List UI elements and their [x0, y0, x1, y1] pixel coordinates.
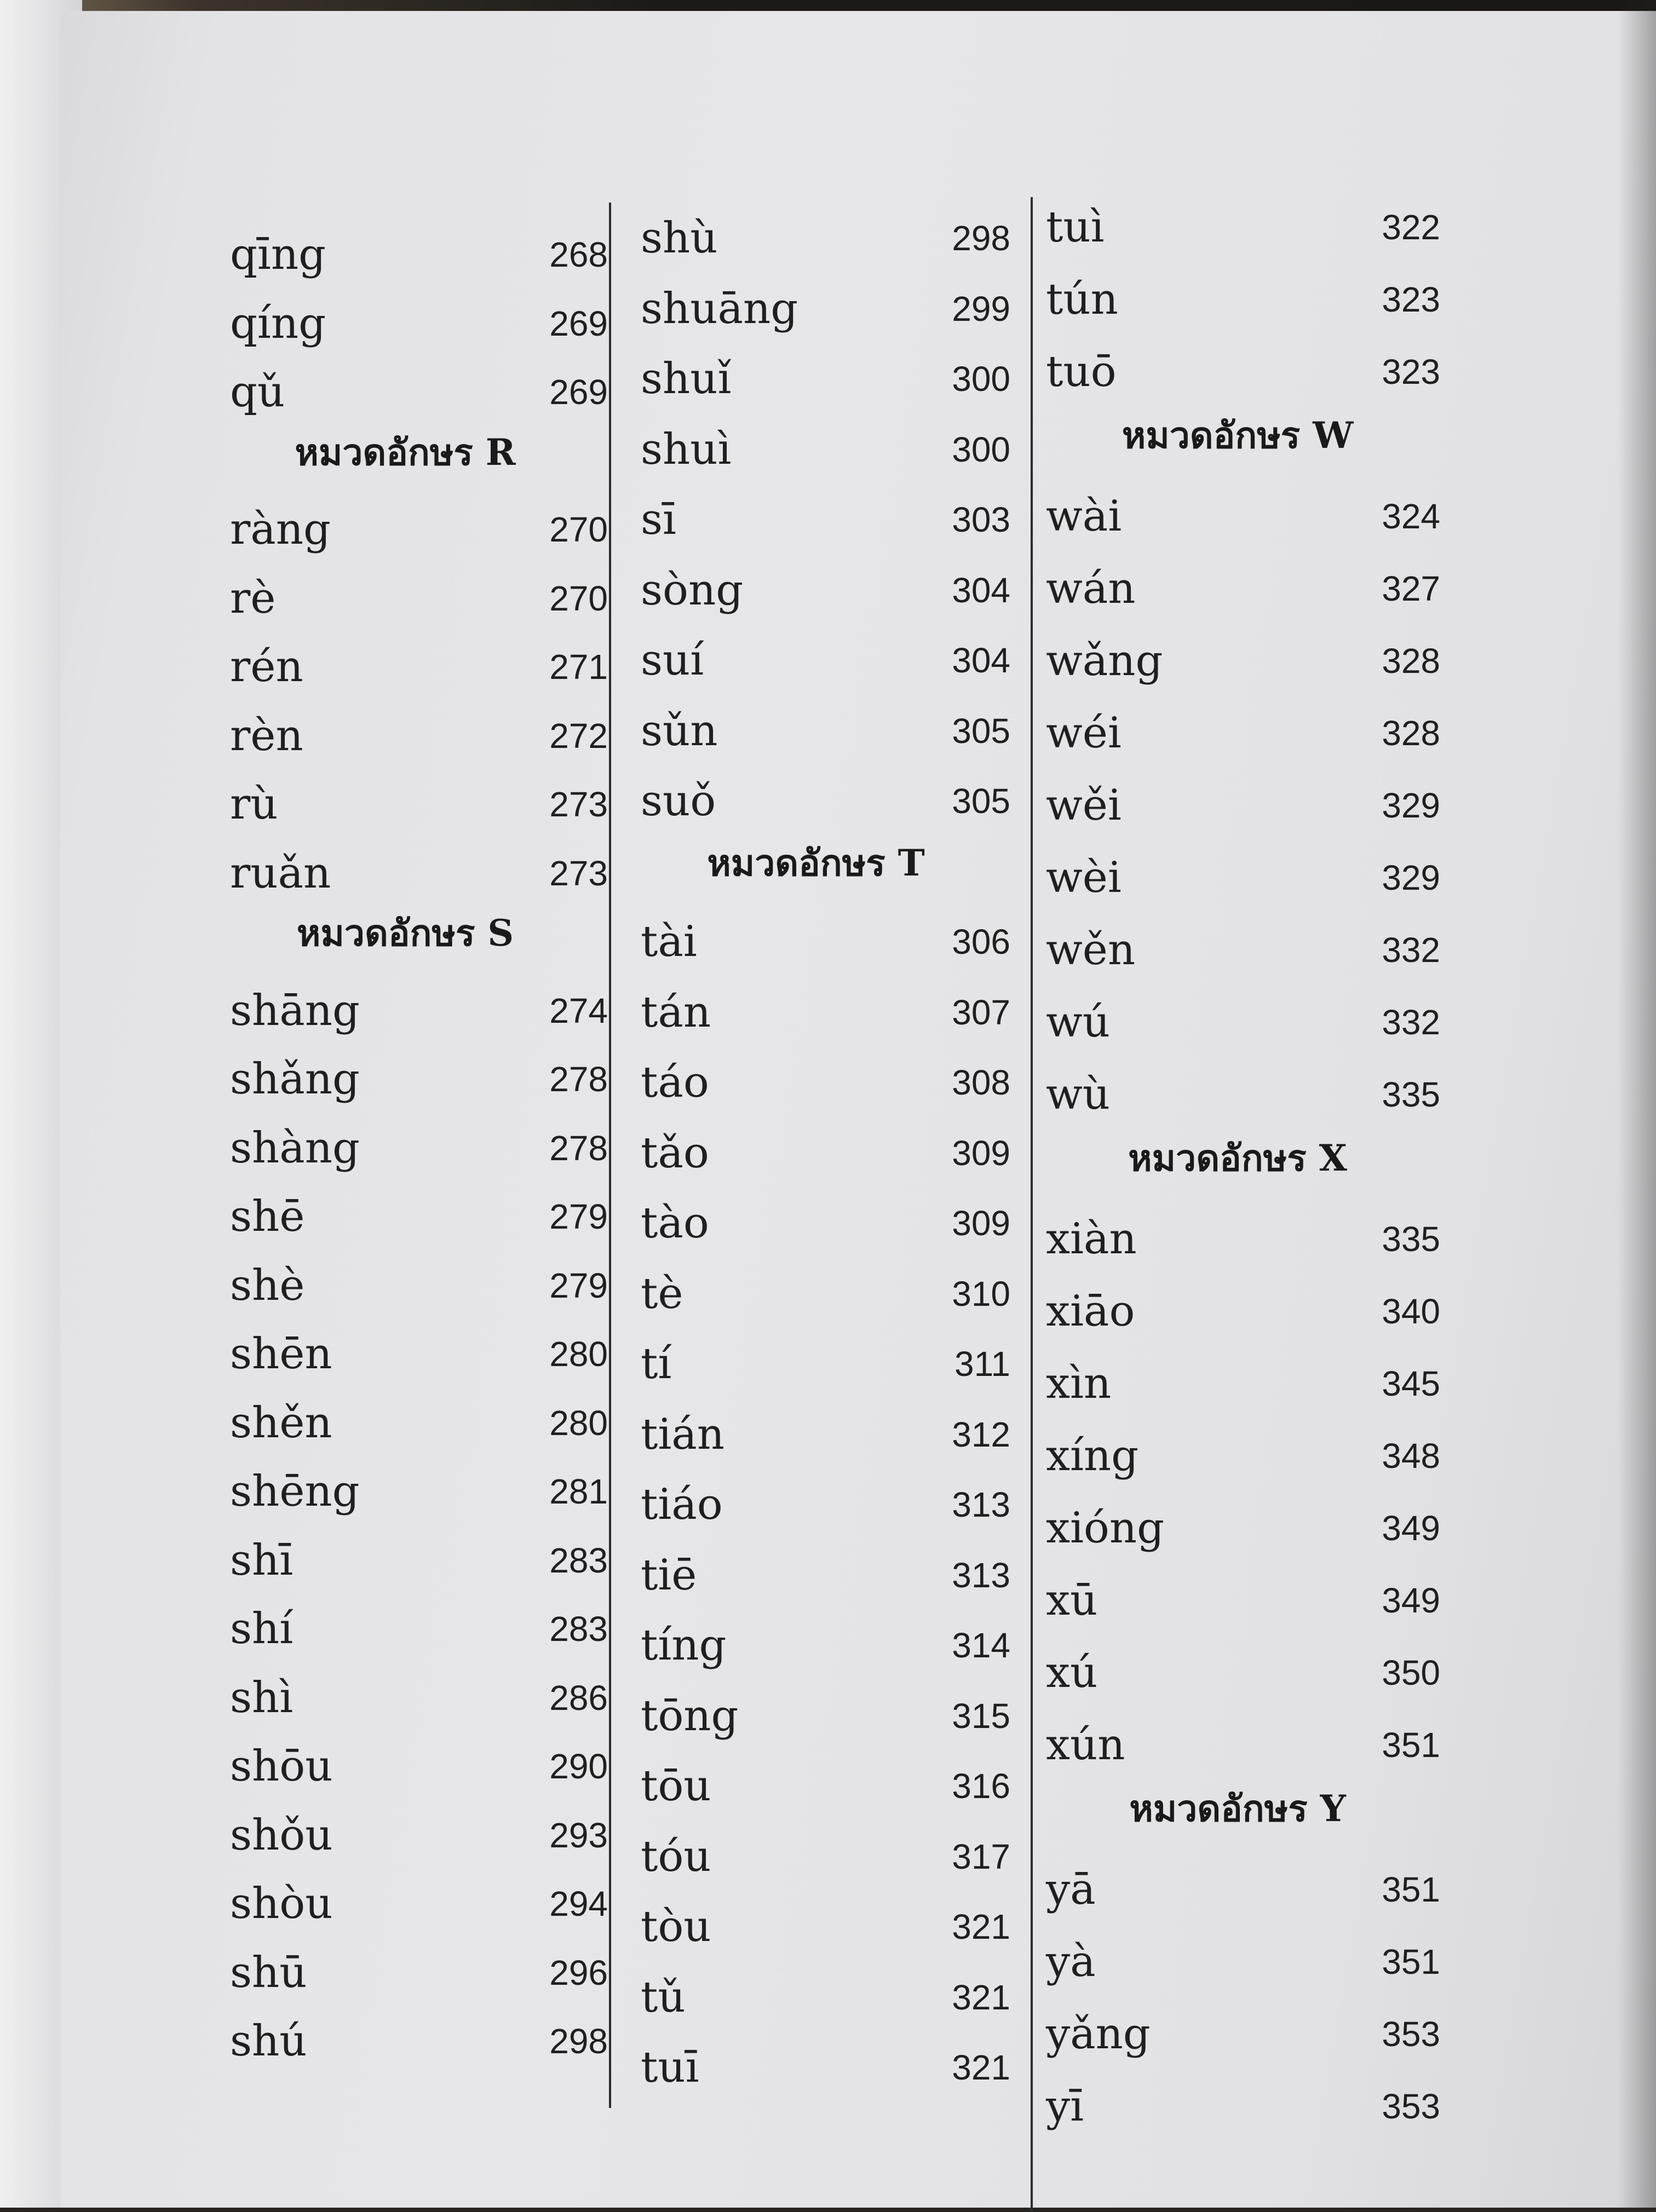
page-number: 278	[549, 1059, 608, 1099]
pinyin-word: rù	[230, 780, 278, 829]
index-entry	[613, 695, 1019, 756]
page-number: 294	[549, 1884, 608, 1923]
index-entry	[1030, 1276, 1446, 1336]
pinyin-word: yà	[1046, 1937, 1096, 1986]
index-entry	[197, 631, 613, 692]
page-number: 305	[952, 781, 1010, 821]
index-entry	[1030, 481, 1446, 541]
page-number: 314	[952, 1626, 1010, 1665]
page-number: 313	[952, 1485, 1010, 1524]
section-header	[1030, 408, 1446, 469]
page-number: 351	[1382, 1870, 1440, 1909]
pinyin-word: shù	[641, 214, 718, 263]
page-number: 335	[1382, 1075, 1440, 1114]
index-entry	[197, 1937, 613, 1997]
page-number: 335	[1382, 1219, 1440, 1259]
index-entry	[613, 1469, 1019, 1529]
page-number: 283	[549, 1609, 608, 1649]
pinyin-word: shuǐ	[641, 354, 732, 404]
pinyin-word: qīng	[230, 230, 326, 279]
section-header-label: หมวดอักษร R	[295, 430, 516, 474]
pinyin-word: suǒ	[641, 776, 716, 826]
index-entry	[613, 1047, 1019, 1107]
page-number: 300	[952, 359, 1010, 399]
index-entry	[613, 343, 1019, 404]
index-entry	[197, 1044, 613, 1104]
index-entry	[197, 356, 613, 417]
page-number: 286	[549, 1678, 608, 1718]
page-number: 269	[549, 372, 608, 412]
index-entry	[197, 494, 613, 554]
index-entry	[197, 1387, 613, 1448]
index-entry	[1030, 1059, 1446, 1119]
pinyin-word: shēng	[230, 1467, 360, 1516]
index-entry	[197, 219, 613, 279]
pinyin-word: sòng	[641, 565, 744, 615]
page-number: 321	[952, 1907, 1010, 1946]
pinyin-word: tǔ	[641, 1972, 686, 2022]
index-entry	[1030, 336, 1446, 396]
page-number: 313	[952, 1555, 1010, 1595]
pinyin-word: yā	[1046, 1865, 1096, 1914]
index-entry	[197, 1113, 613, 1173]
pinyin-word: tài	[641, 917, 697, 966]
pinyin-word: shōu	[230, 1742, 333, 1791]
page-number: 281	[549, 1472, 608, 1511]
section-header-label: หมวดอักษร X	[1128, 1137, 1347, 1179]
section-header	[613, 836, 1019, 896]
page-number: 351	[1382, 1725, 1440, 1765]
pinyin-word: shěn	[230, 1398, 332, 1448]
index-column-2	[613, 0, 1019, 2208]
index-entry	[613, 1891, 1019, 1951]
pinyin-word: xiāo	[1046, 1287, 1135, 1336]
index-entry	[613, 625, 1019, 685]
index-entry	[613, 977, 1019, 1037]
index-entry	[197, 975, 613, 1035]
pinyin-word: sī	[641, 495, 676, 544]
page-number: 278	[549, 1128, 608, 1168]
pinyin-word: tuī	[641, 2043, 699, 2092]
pinyin-word: tòu	[641, 1902, 711, 1951]
section-header	[197, 906, 613, 966]
section-header-label: หมวดอักษร Y	[1129, 1787, 1346, 1830]
pinyin-word: tiē	[641, 1550, 697, 1600]
page-number: 323	[1382, 280, 1440, 319]
pinyin-word: tián	[641, 1409, 725, 1459]
pinyin-word: shēn	[230, 1329, 332, 1379]
page-number: 273	[549, 853, 608, 893]
page-number: 349	[1382, 1508, 1440, 1548]
index-entry	[1030, 1203, 1446, 1264]
pinyin-word: shū	[230, 1948, 307, 1997]
pinyin-word: ruǎn	[230, 848, 331, 898]
index-entry	[1030, 1709, 1446, 1770]
pinyin-word: suí	[641, 636, 704, 685]
index-entry	[1030, 1926, 1446, 1986]
page-number: 311	[954, 1344, 1010, 1384]
pinyin-word: wù	[1046, 1070, 1110, 1119]
pinyin-word: xú	[1046, 1648, 1098, 1697]
page-number: 327	[1382, 569, 1440, 608]
page-number: 270	[549, 510, 608, 549]
page-number: 321	[952, 2048, 1010, 2087]
page-number: 304	[952, 641, 1010, 680]
index-entry	[197, 838, 613, 898]
index-entry	[197, 1731, 613, 1791]
page-number: 340	[1382, 1292, 1440, 1331]
pinyin-word: tí	[641, 1339, 672, 1389]
page-number: 317	[952, 1836, 1010, 1876]
page-number: 315	[952, 1696, 1010, 1736]
pinyin-word: tiáo	[641, 1480, 723, 1529]
index-entry	[613, 2032, 1019, 2092]
pinyin-word: shē	[230, 1192, 305, 1241]
page-number: 353	[1382, 2014, 1440, 2054]
pinyin-word: tíng	[641, 1621, 727, 1670]
index-entry	[613, 1399, 1019, 1459]
index-entry	[613, 1750, 1019, 1811]
page-number: 322	[1382, 208, 1440, 247]
pinyin-word: tōng	[641, 1691, 739, 1741]
page-number: 351	[1382, 1942, 1440, 1981]
page-number: 328	[1382, 713, 1440, 753]
pinyin-word: tè	[641, 1269, 683, 1318]
index-entry	[613, 1328, 1019, 1389]
pinyin-word: tóu	[641, 1831, 711, 1881]
section-header-label: หมวดอักษร W	[1122, 414, 1354, 457]
index-entry	[1030, 2071, 1446, 2131]
page-number: 283	[549, 1540, 608, 1580]
index-entry	[1030, 698, 1446, 758]
page-number: 321	[952, 1977, 1010, 2017]
page-number: 293	[549, 1815, 608, 1855]
pinyin-word: rè	[230, 573, 276, 623]
pinyin-word: wěn	[1046, 925, 1136, 975]
page-number: 307	[952, 992, 1010, 1032]
pinyin-word: tún	[1046, 275, 1118, 324]
pinyin-word: yī	[1046, 2082, 1084, 2131]
index-column-3	[1030, 0, 1446, 2208]
index-entry	[1030, 1998, 1446, 2059]
page-number: 306	[952, 922, 1010, 961]
pinyin-word: rèn	[230, 711, 303, 761]
page-number: 299	[952, 289, 1010, 329]
index-entry	[197, 288, 613, 348]
page-number: 329	[1382, 786, 1440, 825]
page-number: 350	[1382, 1653, 1440, 1692]
pinyin-word: wài	[1046, 492, 1122, 541]
index-entry	[197, 1662, 613, 1723]
page-number: 274	[549, 990, 608, 1030]
index-entry	[197, 563, 613, 623]
page-number: 298	[952, 218, 1010, 258]
pinyin-word: tuì	[1046, 203, 1105, 252]
index-entry	[197, 2006, 613, 2066]
pinyin-word: shuāng	[641, 284, 798, 333]
page-number: 304	[952, 570, 1010, 610]
page-shadow	[1618, 0, 1656, 2208]
index-entry	[613, 203, 1019, 263]
index-entry	[613, 765, 1019, 826]
index-entry	[1030, 987, 1446, 1047]
page-number: 309	[952, 1133, 1010, 1173]
pinyin-word: xióng	[1046, 1504, 1165, 1553]
index-entry	[1030, 914, 1446, 975]
pinyin-word: shè	[230, 1260, 305, 1310]
page-number: 312	[952, 1414, 1010, 1454]
page-number: 270	[549, 578, 608, 618]
pinyin-word: tào	[641, 1199, 709, 1248]
page-number: 324	[1382, 497, 1440, 536]
index-entry	[1030, 553, 1446, 613]
index-entry	[197, 1868, 613, 1928]
index-entry	[197, 1456, 613, 1516]
pinyin-word: tǎo	[641, 1128, 709, 1178]
index-entry	[613, 273, 1019, 333]
page-number: 303	[952, 500, 1010, 539]
pinyin-word: xìn	[1046, 1359, 1112, 1408]
index-entry	[613, 1610, 1019, 1670]
page-number: 300	[952, 429, 1010, 469]
section-header	[1030, 1782, 1446, 1842]
page-number: 323	[1382, 352, 1440, 391]
index-column-1	[197, 0, 613, 2208]
pinyin-word: wěi	[1046, 781, 1122, 830]
pinyin-word: tuō	[1046, 347, 1117, 396]
page-number: 269	[549, 303, 608, 343]
page-number: 310	[952, 1274, 1010, 1314]
section-header	[197, 425, 613, 486]
index-entry	[613, 906, 1019, 966]
page-number: 308	[952, 1063, 1010, 1102]
pinyin-word: ràng	[230, 505, 331, 554]
pinyin-word: shī	[230, 1535, 294, 1585]
section-header	[1030, 1131, 1446, 1191]
pinyin-word: tōu	[641, 1761, 711, 1811]
index-entry	[1030, 1420, 1446, 1481]
pinyin-word: wú	[1046, 998, 1110, 1047]
index-entry	[1030, 1565, 1446, 1625]
index-entry	[613, 1680, 1019, 1741]
pinyin-word: shàng	[230, 1123, 360, 1173]
index-entry	[1030, 1493, 1446, 1553]
pinyin-word: rén	[230, 642, 303, 692]
index-entry	[1030, 1348, 1446, 1408]
page-number: 316	[952, 1766, 1010, 1806]
pinyin-word: xū	[1046, 1576, 1098, 1625]
pinyin-word: shuì	[641, 424, 732, 474]
index-entry	[1030, 625, 1446, 686]
page-number: 280	[549, 1334, 608, 1374]
page-number: 271	[549, 647, 608, 687]
page-number: 279	[549, 1197, 608, 1236]
pinyin-word: shí	[230, 1604, 294, 1654]
index-entry	[1030, 192, 1446, 252]
index-entry	[613, 1188, 1019, 1248]
page-number: 332	[1382, 930, 1440, 970]
page-number: 332	[1382, 1003, 1440, 1042]
pinyin-word: sǔn	[641, 706, 718, 756]
index-entry	[613, 555, 1019, 615]
page-number: 280	[549, 1403, 608, 1443]
index-entry	[197, 1800, 613, 1860]
index-entry	[197, 700, 613, 761]
index-entry	[613, 414, 1019, 474]
page-number: 329	[1382, 858, 1440, 897]
page-number: 348	[1382, 1436, 1440, 1476]
index-entry	[613, 1821, 1019, 1881]
index-entry	[613, 1540, 1019, 1600]
index-entry	[197, 1318, 613, 1379]
page-number: 328	[1382, 641, 1440, 681]
page-number: 353	[1382, 2087, 1440, 2126]
pinyin-word: táo	[641, 1058, 709, 1107]
pinyin-word: shǎng	[230, 1055, 360, 1104]
pinyin-word: shāng	[230, 986, 360, 1035]
index-entry	[1030, 1854, 1446, 1914]
index-entry	[1030, 842, 1446, 902]
page-number: 298	[549, 2021, 608, 2061]
pinyin-word: wǎng	[1046, 636, 1163, 686]
index-entry	[1030, 264, 1446, 324]
index-entry	[1030, 1637, 1446, 1697]
pinyin-word: shì	[230, 1673, 294, 1723]
pinyin-word: xíng	[1046, 1431, 1139, 1481]
page-number: 279	[549, 1265, 608, 1305]
page-number: 290	[549, 1747, 608, 1786]
index-entry	[613, 1962, 1019, 2022]
pinyin-word: wéi	[1046, 708, 1122, 758]
pinyin-word: shòu	[230, 1879, 333, 1928]
index-entry	[197, 769, 613, 829]
index-entry	[197, 1250, 613, 1310]
index-entry	[197, 1593, 613, 1654]
index-entry	[613, 1258, 1019, 1318]
page-number: 273	[549, 785, 608, 824]
pinyin-word: shú	[230, 2017, 307, 2066]
page-number: 272	[549, 716, 608, 756]
pinyin-word: yǎng	[1046, 2009, 1151, 2059]
page-number: 349	[1382, 1581, 1440, 1620]
pinyin-word: wán	[1046, 564, 1136, 613]
page-number: 345	[1382, 1364, 1440, 1403]
index-entry	[613, 1117, 1019, 1178]
pinyin-word: qǔ	[230, 367, 285, 417]
pinyin-word: xiàn	[1046, 1214, 1137, 1264]
section-header-label: หมวดอักษร S	[296, 912, 514, 954]
pinyin-word: wèi	[1046, 853, 1122, 902]
index-entry	[1030, 770, 1446, 830]
pinyin-word: xún	[1046, 1720, 1125, 1770]
section-header-label: หมวดอักษร T	[707, 841, 925, 884]
index-entry	[197, 1181, 613, 1241]
page-number: 296	[549, 1952, 608, 1992]
pinyin-word: tán	[641, 987, 711, 1037]
pinyin-word: qíng	[230, 298, 326, 348]
index-entry	[613, 484, 1019, 544]
index-entry	[197, 1525, 613, 1585]
page-number: 305	[952, 711, 1010, 751]
pinyin-word: shǒu	[230, 1810, 333, 1860]
page-number: 268	[549, 235, 608, 274]
page-number: 309	[952, 1203, 1010, 1243]
